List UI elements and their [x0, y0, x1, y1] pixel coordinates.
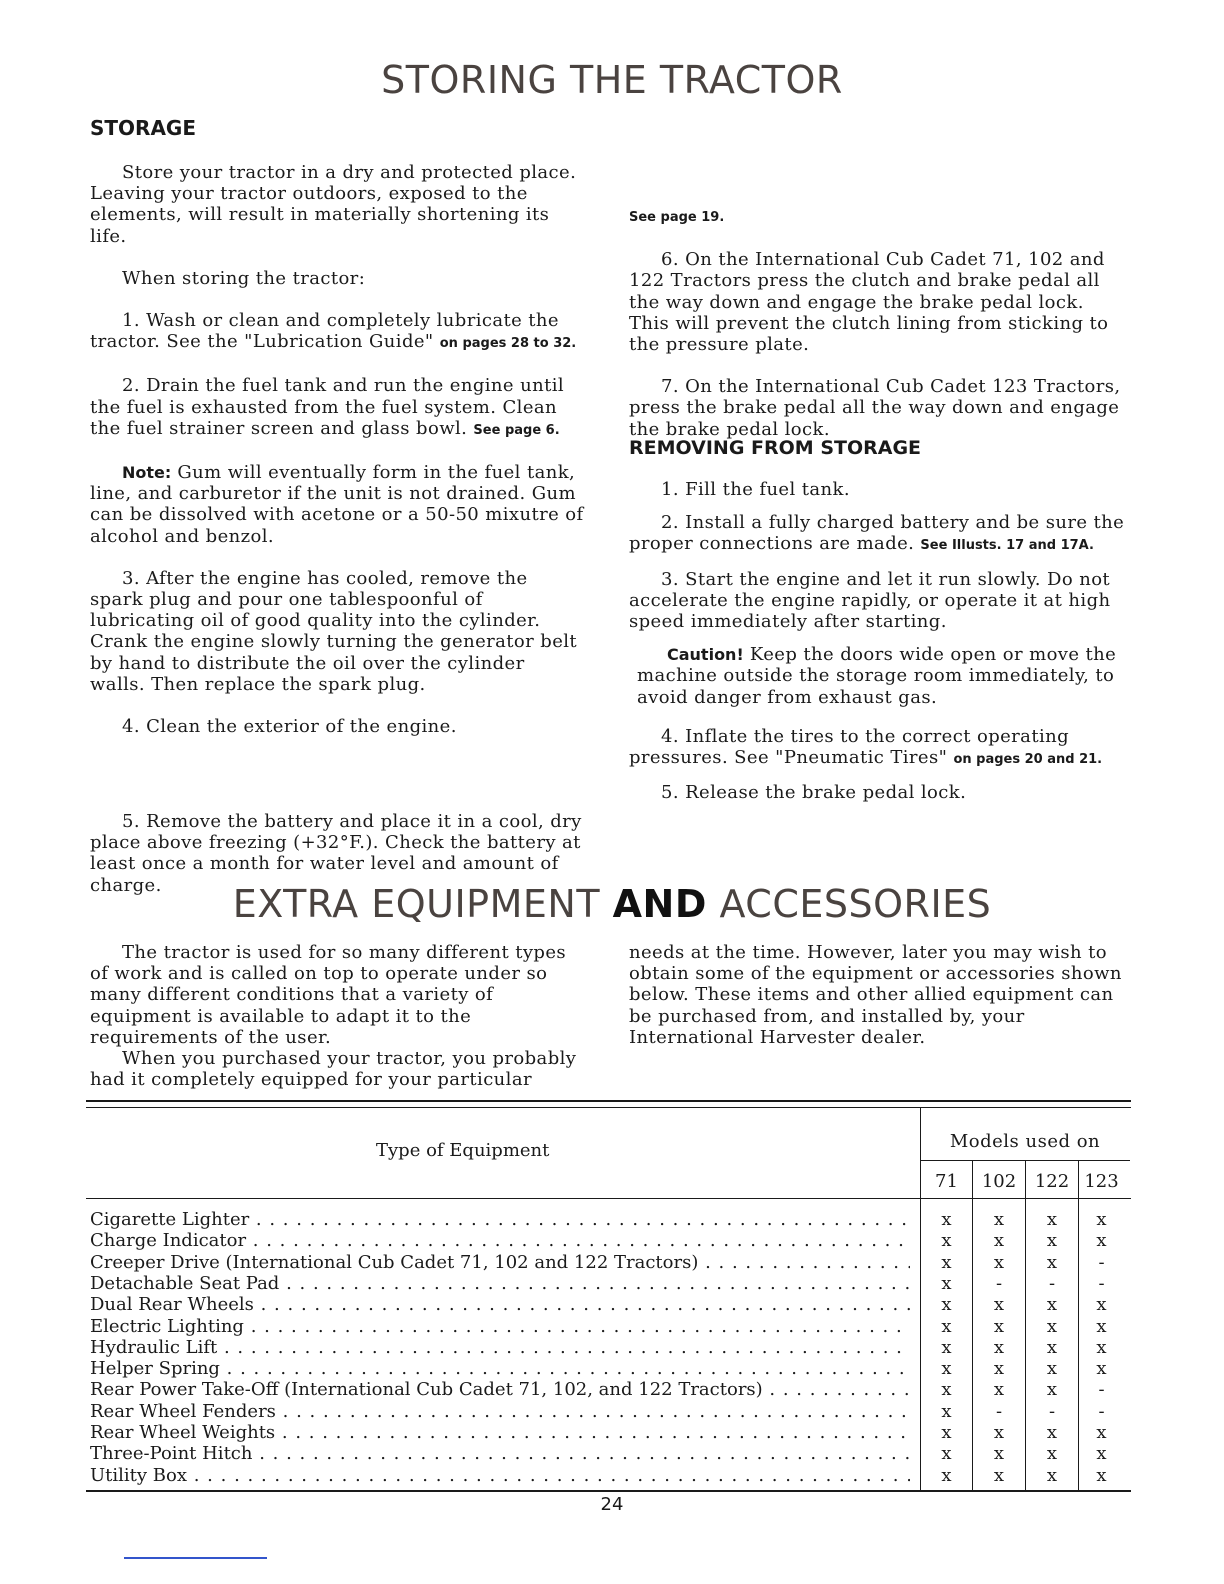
removing-step-2-ref: See Illusts. 17 and 17A.	[920, 538, 1094, 554]
model-122-cell: x	[1046, 1358, 1058, 1380]
table-top-rule-2	[86, 1107, 1131, 1108]
model-71-cell: x	[941, 1400, 952, 1422]
removing-column	[629, 479, 1127, 803]
extra-title	[0, 882, 1224, 926]
extra-title-part-1: EXTRA EQUIPMENT	[232, 882, 601, 926]
model-123-cell: -	[1098, 1251, 1105, 1273]
model-header-102: 102	[981, 1171, 1017, 1192]
caution-text: Keep the doors wide open or move the machine outside the storage room immediately, to avoid danger from exhaust gas.	[637, 644, 1117, 708]
model-122-cell: x	[1046, 1443, 1058, 1465]
model-102-cell: x	[993, 1251, 1005, 1273]
equipment-name: Hydraulic Lift . . .	[90, 1337, 910, 1358]
model-102-cell: x	[993, 1464, 1005, 1486]
page-title: STORING THE TRACTOR	[381, 58, 843, 102]
storage-note	[90, 462, 585, 547]
model-122-cell: x	[1046, 1336, 1058, 1358]
removing-step-4-ref: on pages 20 and 21.	[953, 752, 1103, 768]
model-122-cell: x	[1046, 1251, 1058, 1273]
model-123-cell: x	[1096, 1443, 1107, 1465]
model-header-122: 122	[1034, 1171, 1070, 1192]
model-102-cell: -	[995, 1400, 1003, 1422]
model-102-cell: x	[993, 1336, 1005, 1358]
table-row	[90, 1230, 1130, 1251]
model-71-cell: x	[941, 1230, 952, 1252]
table-row	[90, 1422, 1130, 1443]
model-71-cell: x	[941, 1209, 952, 1230]
storage-step-2-text: 2. Drain the fuel tank and run the engine until the fuel is exhausted from the fuel system. Clean the fuel strainer screen and glass bowl.	[90, 375, 565, 439]
model-123-cell: x	[1096, 1336, 1107, 1358]
table-row	[90, 1465, 1130, 1486]
model-71-cell: x	[941, 1379, 952, 1401]
extra-title-part-2: AND	[612, 882, 707, 926]
storage-step-1	[90, 310, 585, 354]
model-71-cell: x	[941, 1294, 952, 1316]
storage-step-1-ref: on pages 28 to 32.	[439, 336, 577, 352]
model-102-cell: x	[993, 1443, 1005, 1465]
model-122-cell: -	[1048, 1400, 1056, 1422]
table-row	[90, 1209, 1130, 1230]
model-123-cell: x	[1096, 1209, 1107, 1230]
storage-step-3: 3. After the engine has cooled, remove the spark plug and pour one tablespoonful of lubricating oil of good quality into the cylinder. Crank the engine slowly turning the generator belt by hand to distribute the oil over the cylinder walls. Then replace the spark plug.	[90, 567, 578, 695]
equipment-name: Creeper Drive (International Cub Cadet 71, 102 and 122 Tractors) . . .	[90, 1252, 910, 1273]
storage-step-5-ref-line	[629, 205, 1127, 228]
model-122-cell: x	[1046, 1422, 1058, 1443]
storage-step-7: 7. On the International Cub Cadet 123 Tractors, press the brake pedal all the way down and engage the brake pedal lock.	[629, 376, 1121, 440]
extra-para-1: The tractor is used for so many different types of work and is called on top to operate under so many different conditions that a variety of equipment is available to adapt it to the requirements of the user.	[90, 942, 567, 1048]
equipment-name: Rear Power Take-Off (International Cub Cadet 71, 102, and 122 Tractors) . . .	[90, 1379, 910, 1400]
storage-step-2	[90, 375, 585, 441]
model-102-cell: -	[995, 1272, 1003, 1294]
equipment-name: Cigarette Lighter . . .	[90, 1209, 910, 1230]
removing-step-5: 5. Release the brake pedal lock.	[661, 782, 967, 804]
equipment-name: Three-Point Hitch . . .	[90, 1443, 910, 1464]
removing-step-4-text: 4. Inflate the tires to the correct operating pressures. See "Pneumatic Tires"	[629, 725, 1070, 769]
storage-intro: Store your tractor in a dry and protected place. Leaving your tractor outdoors, exposed to the elements, will result in materially shortening its life.	[90, 162, 577, 247]
model-122-cell: x	[1046, 1209, 1058, 1230]
model-123-cell: x	[1096, 1230, 1107, 1252]
table-row	[90, 1273, 1130, 1294]
model-header-123: 123	[1084, 1171, 1119, 1192]
table-row	[90, 1358, 1130, 1379]
model-71-cell: x	[941, 1315, 952, 1337]
model-123-cell: x	[1096, 1464, 1107, 1486]
when-storing: When storing the tractor:	[122, 267, 366, 289]
model-123-cell: -	[1098, 1400, 1105, 1422]
table-row	[90, 1337, 1130, 1358]
equipment-name: Rear Wheel Weights . . .	[90, 1422, 910, 1443]
removing-caution	[629, 644, 1127, 708]
note-text: Gum will eventually form in the fuel tank, line, and carburetor if the unit is not drained. Gum can be dissolved with acetone or a 50-50 mixutre of alcohol and benzol.	[90, 462, 584, 547]
equipment-name: Charge Indicator . . .	[90, 1230, 910, 1251]
model-102-cell: x	[993, 1379, 1005, 1401]
equipment-name: Dual Rear Wheels . . .	[90, 1294, 910, 1315]
equipment-name: Helper Spring . . .	[90, 1358, 910, 1379]
removing-step-1: 1. Fill the fuel tank.	[661, 479, 850, 500]
table-row	[90, 1252, 1130, 1273]
table-top-rule-1	[86, 1100, 1131, 1102]
table-row	[90, 1379, 1130, 1400]
removing-step-4	[629, 726, 1127, 770]
page-number: 24	[600, 1494, 624, 1515]
note-label: Note:	[122, 463, 172, 483]
extra-intro	[90, 942, 1126, 1092]
table-row	[90, 1443, 1130, 1464]
table-header-rule	[86, 1198, 1131, 1199]
equipment-name: Utility Box . . .	[90, 1465, 910, 1486]
model-71-cell: x	[941, 1443, 952, 1465]
storage-step-1-text: 1. Wash or clean and completely lubricate the tractor. See the "Lubrication Guide"	[90, 310, 559, 353]
removing-step-2	[629, 512, 1127, 556]
model-122-cell: -	[1048, 1272, 1056, 1294]
model-71-cell: x	[941, 1272, 952, 1294]
equipment-name: Electric Lighting . . .	[90, 1316, 910, 1337]
model-123-cell: -	[1098, 1272, 1105, 1294]
model-122-cell: x	[1046, 1294, 1058, 1316]
model-102-cell: x	[993, 1294, 1005, 1316]
model-123-cell: -	[1098, 1379, 1105, 1401]
table-row	[90, 1316, 1130, 1337]
model-102-cell: x	[993, 1358, 1005, 1380]
storage-step-6: 6. On the International Cub Cadet 71, 102 and 122 Tractors press the clutch and brake pedal all the way down and engage the brake pedal lock. This will prevent the clutch lining from sticking to the pressure plate.	[629, 249, 1109, 356]
equipment-name: Rear Wheel Fenders . . .	[90, 1401, 910, 1422]
model-71-cell: x	[941, 1358, 952, 1380]
model-123-cell: x	[1096, 1358, 1107, 1380]
equipment-name: Detachable Seat Pad . . .	[90, 1273, 910, 1294]
col-header-models: Models used on	[949, 1131, 1101, 1152]
table-row	[90, 1294, 1130, 1315]
model-123-cell: x	[1096, 1294, 1107, 1316]
removing-step-2-text: 2. Install a fully charged battery and be sure the proper connections are made.	[629, 512, 1125, 555]
footer-rule	[124, 1557, 267, 1559]
model-122-cell: x	[1046, 1315, 1058, 1337]
model-71-cell: x	[941, 1464, 952, 1486]
storage-step-5-ref: See page 19.	[629, 210, 725, 225]
storage-step-4: 4. Clean the exterior of the engine.	[122, 716, 457, 738]
model-102-cell: x	[993, 1315, 1005, 1337]
col-header-equipment: Type of Equipment	[376, 1140, 550, 1161]
extra-para-2: When you purchased your tractor, you probably had it completely equipped for your particular needs at the time. However, later you may wish to obtain some of the equipment or accessories shown below. These items and other allied equipment can be purchased from, and installed by, your International Harvester dealer.	[90, 942, 1122, 1091]
caution-label: Caution!	[667, 645, 744, 665]
removing-step-3: 3. Start the engine and let it run slowly. Do not accelerate the engine rapidly, or operate it at high speed immediately after starting.	[629, 568, 1111, 633]
storage-heading: STORAGE	[90, 116, 197, 140]
model-71-cell: x	[941, 1336, 952, 1358]
table-row	[90, 1401, 1130, 1422]
model-122-cell: x	[1046, 1379, 1058, 1401]
model-102-cell: x	[993, 1230, 1005, 1252]
model-102-cell: x	[993, 1209, 1005, 1230]
model-122-cell: x	[1046, 1464, 1058, 1486]
extra-title-part-3: ACCESSORIES	[719, 882, 992, 926]
model-102-cell: x	[993, 1422, 1005, 1443]
model-header-71: 71	[935, 1171, 958, 1192]
model-122-cell: x	[1046, 1230, 1058, 1252]
model-71-cell: x	[941, 1422, 952, 1443]
storage-step-2-ref: See page 6.	[473, 422, 560, 438]
model-123-cell: x	[1096, 1422, 1107, 1443]
model-71-cell: x	[941, 1251, 952, 1273]
model-123-cell: x	[1096, 1315, 1107, 1337]
table-bottom-rule	[86, 1490, 1131, 1492]
removing-heading: REMOVING FROM STORAGE	[629, 437, 922, 459]
storage-step-5-text: 5. Remove the battery and place it in a cool, dry place above freezing (+32°F.). Check the battery at least once a month for water level and amount of charge.	[90, 811, 582, 896]
storage-left-column	[90, 162, 585, 737]
storage-right-column	[629, 205, 1127, 440]
